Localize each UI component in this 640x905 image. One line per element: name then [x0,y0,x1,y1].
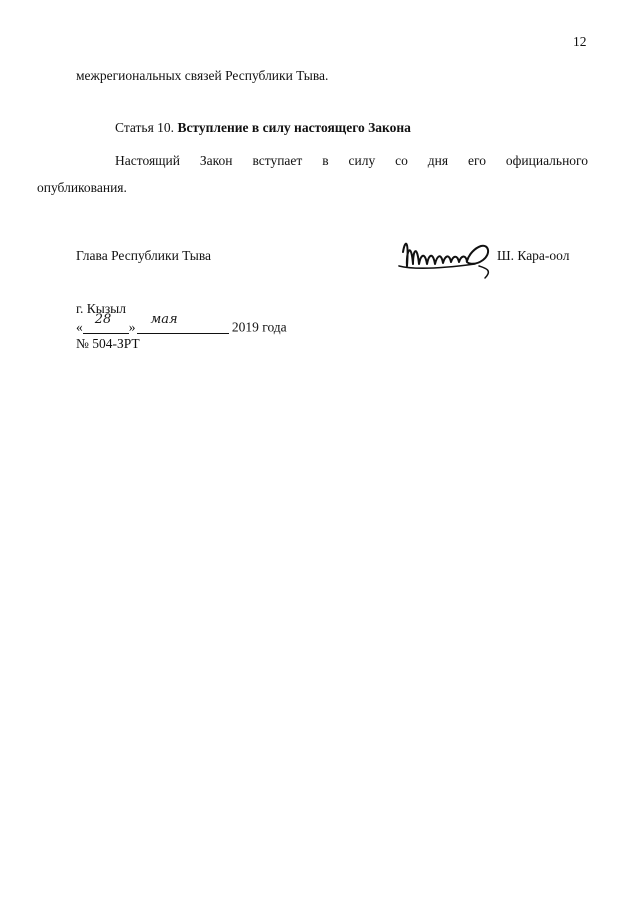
date-open-quote: « [76,319,83,335]
city: г. Кызыл [76,301,126,316]
article-paragraph [37,147,588,201]
handwritten-signature [395,230,495,280]
page-number: 12 [573,34,587,49]
article-title: Вступление в силу настоящего Закона [177,120,411,135]
handwritten-month: мая [150,312,178,327]
date-close-quote: » [128,319,136,335]
day-blank [83,312,129,334]
signing-date [76,312,287,335]
signer-name: Ш. Кара-оол [497,248,570,263]
paragraph-line-1: Настоящий Закон вступает в силу со дня его официального [115,153,588,168]
continuation-text: межрегиональных связей Республики Тыва. [76,68,329,83]
date-year: 2019 года [231,319,287,335]
paragraph-line-2: опубликования. [37,180,127,195]
signatory-position: Глава Республики Тыва [76,248,212,263]
article-prefix: Статья 10. [115,120,175,135]
month-blank [137,312,229,334]
handwritten-day: 28 [94,312,112,327]
article-heading [115,121,411,135]
law-number: № 504-ЗРТ [76,336,140,351]
